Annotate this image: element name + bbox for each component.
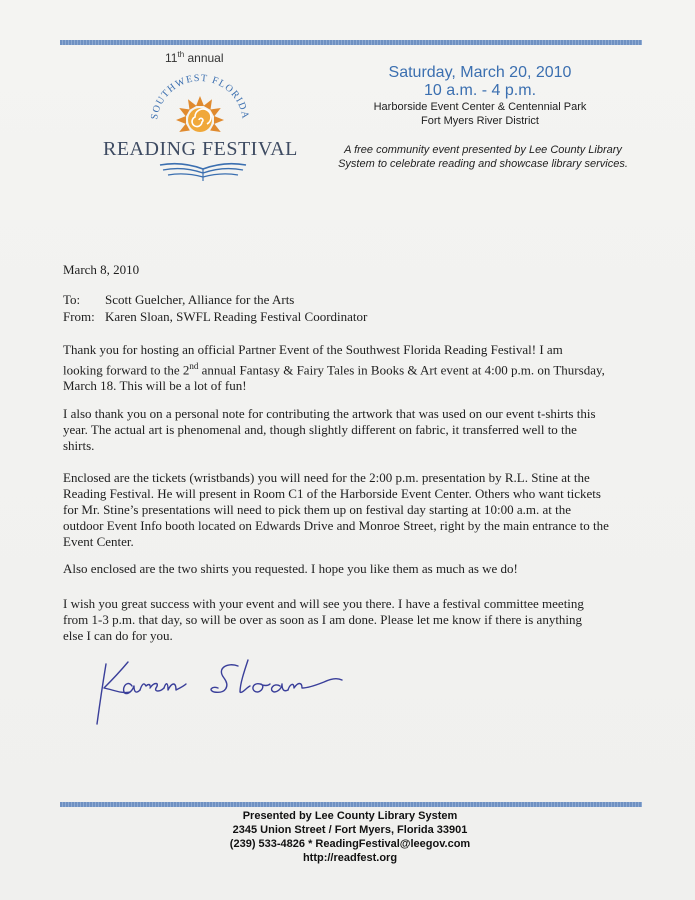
to-value: Scott Guelcher, Alliance for the Arts <box>105 292 295 307</box>
paragraph-line: March 18. This will be a lot of fun! <box>63 378 247 394</box>
paragraph-line: I also thank you on a personal note for contributing the artwork that was used on our event t-shirts this <box>63 406 596 421</box>
logo-arc-text: SOUTHWEST FLORIDA <box>149 72 251 121</box>
from-label: From: <box>63 309 95 324</box>
letter-to <box>63 292 653 308</box>
bottom-rule <box>60 802 642 807</box>
from-value: Karen Sloan, SWFL Reading Festival Coordinator <box>105 309 368 324</box>
paragraph-line: else I can do for you. <box>63 628 173 643</box>
to-label: To: <box>63 292 81 307</box>
edition-number: 11 <box>165 51 178 65</box>
paragraph-line: year. The actual art is phenomenal and, though slightly different on fabric, it transferred well to the <box>63 422 577 437</box>
ordinal-suffix: nd <box>189 361 199 371</box>
event-time: 10 a.m. - 4 p.m. <box>423 82 537 99</box>
letter-from <box>63 309 653 325</box>
paragraph-line: Enclosed are the tickets (wristbands) you will need for the 2:00 p.m. presentation by R.L. Stine at the <box>63 470 590 485</box>
festival-logo <box>100 44 305 184</box>
edition-suffix: th <box>177 50 185 59</box>
event-details <box>315 64 645 128</box>
letter-date: March 8, 2010 <box>63 262 140 277</box>
event-district: Fort Myers River District <box>421 115 539 127</box>
event-description <box>318 143 648 171</box>
event-venue: Harborside Event Center & Centennial Park <box>373 101 587 113</box>
paragraph-line: for Mr. Stine’s presentations will need to pick them up on festival day starting at 10:00 a.m. at the <box>63 502 571 517</box>
paragraph-line: I wish you great success with your event and will see you there. I have a festival committee meeting <box>63 596 584 611</box>
paragraph-tickets <box>63 470 653 550</box>
line-part: annual Fantasy & Fairy Tales in Books & Art event at 4:00 p.m. on Thursday, <box>198 362 605 378</box>
paragraph-line: outdoor Event Info booth located on Edwards Drive and Monroe Street, right by the main entrance to the <box>63 518 609 533</box>
paragraph-shirts: Also enclosed are the two shirts you requested. I hope you like them as much as we do! <box>63 561 518 576</box>
paragraph-line: Event Center. <box>63 534 134 549</box>
signature <box>88 648 353 728</box>
line-part: looking forward to the 2 <box>63 362 190 378</box>
paragraph-line: Reading Festival. He will present in Room C1 of the Harborside Event Center. Others who want tickets <box>63 486 601 501</box>
sun-icon <box>145 58 255 148</box>
paragraph-line: Thank you for hosting an official Partner Event of the Southwest Florida Reading Festival! I am <box>63 342 563 357</box>
paragraph-artwork <box>63 406 653 454</box>
paragraph-line: shirts. <box>63 438 95 453</box>
logo-name: READING FESTIVAL <box>103 138 298 160</box>
footer-address: 2345 Union Street / Fort Myers, Florida 33901 <box>232 824 468 836</box>
book-icon <box>158 161 248 183</box>
footer-website: http://readfest.org <box>302 852 398 864</box>
paragraph-line <box>63 358 653 378</box>
edition-word: annual <box>187 51 224 65</box>
description-line: A free community event presented by Lee County Library <box>344 144 622 156</box>
footer-presenter: Presented by Lee County Library System <box>242 810 458 822</box>
paragraph-closing <box>63 596 653 644</box>
event-date: Saturday, March 20, 2010 <box>388 64 572 81</box>
footer-contact: (239) 533-4826 * ReadingFestival@leegov.com <box>229 838 471 850</box>
letterhead-footer <box>150 809 550 865</box>
paragraph-thanks <box>63 342 653 394</box>
description-line: System to celebrate reading and showcase library services. <box>338 158 628 170</box>
paragraph-line: from 1-3 p.m. that day, so will be over as soon as I am done. Please let me know if there is anything <box>63 612 583 627</box>
